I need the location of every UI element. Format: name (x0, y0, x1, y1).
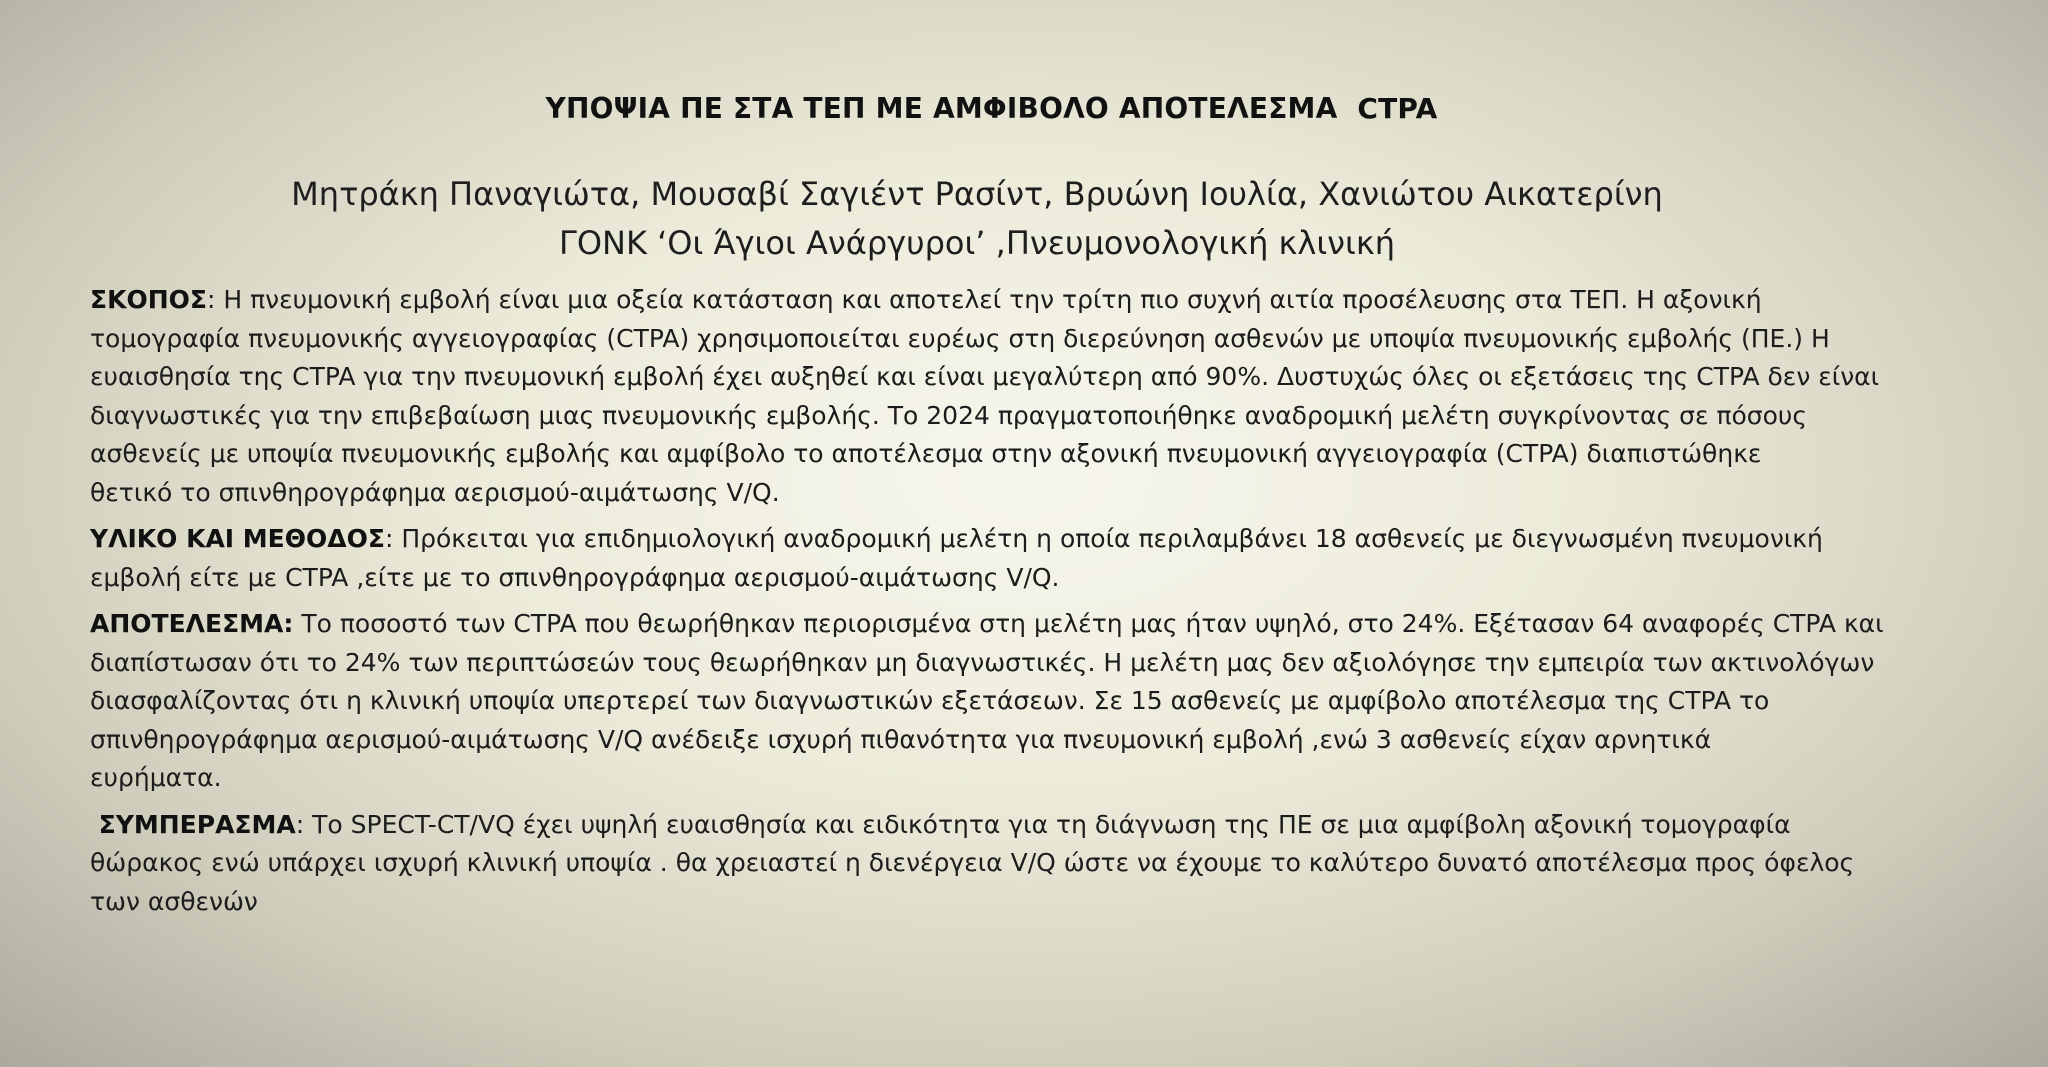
results-line-1 (90, 605, 1980, 644)
section-aim (90, 281, 1980, 512)
methods-line-1 (90, 520, 1980, 559)
abstract-body (90, 281, 1980, 929)
results-label: ΑΠΟΤΕΛΕΣΜΑ: (90, 609, 294, 638)
aim-label: ΣΚΟΠΟΣ (90, 285, 207, 314)
aim-line-6: θετικό το σπινθηρογράφημα αερισμού-αιμάτωσης V/Q. (90, 477, 780, 507)
results-line-3: διασφαλίζοντας ότι η κλινική υποψία υπερτερεί των διαγνωστικών εξετάσεων. Σε 15 ασθενείς με αμφίβολο αποτέλεσμα της CTPA το (90, 686, 1770, 715)
slide-title: ΥΠΟΨΙΑ ΠΕ ΣΤΑ ΤΕΠ ΜΕ ΑΜΦΙΒΟΛΟ ΑΠΟΤΕΛΕΣΜΑ CTPA (545, 92, 1438, 125)
aim-line-2: τομογραφία πνευμονικής αγγειογραφίας (CTPA) χρησιμοποιείται ευρέως στη διερεύνηση ασθενών με υποψία πνευμονικής εμβολής (ΠΕ.) Η (90, 323, 1830, 353)
methods-line-2: εμβολή είτε με CTPA ,είτε με το σπινθηρογράφημα αερισμού-αιμάτωσης V/Q. (90, 562, 1060, 592)
conclusion-label: ΣΥΜΠΕΡΑΣΜΑ (90, 809, 296, 839)
results-line-4: σπινθηρογράφημα αερισμού-αιμάτωσης V/Q ανέδειξε ισχυρή πιθανότητα για πνευμονική εμβολή ,ενώ 3 ασθενείς είχαν αρνητικά (90, 724, 1712, 754)
methods-text-1: : Πρόκειται για επιδημιολογική αναδρομική μελέτη η οποία περιλαμβάνει 18 ασθενείς με διεγνωσμένη πνευμονική (384, 524, 1823, 553)
aim-line-3: ευαισθησία της CTPA για την πνευμονική εμβολή έχει αυξηθεί και είναι μεγαλύτερη από 90%. Δυστυχώς όλες οι εξετάσεις της CTPA δεν είναι (90, 362, 1880, 391)
section-conclusion (90, 806, 1980, 922)
aim-text-1: : Η πνευμονική εμβολή είναι μια οξεία κατάσταση και αποτελεί την τρίτη πιο συχνή αιτία προσέλευσης στα ΤΕΠ. Η αξονική (206, 285, 1762, 314)
aim-line-5: ασθενείς με υποψία πνευμονικής εμβολής και αμφίβολο το αποτέλεσμα στην αξονική πνευμονική αγγειογραφία (CTPA) διαπιστώθηκε (90, 439, 1762, 468)
conclusion-text-1: : Το SPECT-CT/VQ έχει υψηλή ευαισθησία και ειδικότητα για τη διάγνωση της ΠΕ σε μια αμφίβολη αξονική τομογραφία (295, 809, 1791, 839)
results-text-1: Το ποσοστό των CTPA που θεωρήθηκαν περιορισμένα στη μελέτη μας ήταν υψηλό, στο 24%. Εξέτασαν 64 αναφορές CTPA και (293, 609, 1884, 638)
methods-label: ΥΛΙΚΟ ΚΑΙ ΜΕΘΟΔΟΣ (90, 524, 385, 553)
aim-line-1 (90, 281, 1980, 320)
authors-affiliation: ΓΟΝΚ ‘Οι Άγιοι Ανάργυροι’ ,Πνευμονολογική κλινική (558, 224, 1396, 262)
conclusion-line-3: των ασθενών (90, 886, 258, 916)
aim-line-4: διαγνωστικές για την επιβεβαίωση μιας πνευμονικής εμβολής. Το 2024 πραγματοποιήθηκε αναδρομική μελέτη συγκρίνοντας σε πόσους (90, 400, 1808, 430)
section-results (90, 605, 1980, 798)
conclusion-line-2: θώρακος ενώ υπάρχει ισχυρή κλινική υποψία . θα χρειαστεί η διενέργεια V/Q ώστε να έχουμε το καλύτερο δυνατό αποτέλεσμα προς όφελος (90, 848, 1855, 877)
results-line-2: διαπίστωσαν ότι το 24% των περιπτώσεών τους θεωρήθηκαν μη διαγνωστικές. Η μελέτη μας δεν αξιολόγησε την εμπειρία των ακτινολόγων (90, 647, 1875, 677)
conclusion-line-1 (90, 806, 1980, 845)
section-methods (90, 520, 1980, 597)
authors-block (0, 170, 1954, 268)
authors-names: Μητράκη Παναγιώτα, Μουσαβί Σαγιέντ Ρασίντ, Βρυώνη Ιουλία, Χανιώτου Αικατερίνη (291, 175, 1663, 213)
results-line-5: ευρήματα. (90, 763, 222, 792)
